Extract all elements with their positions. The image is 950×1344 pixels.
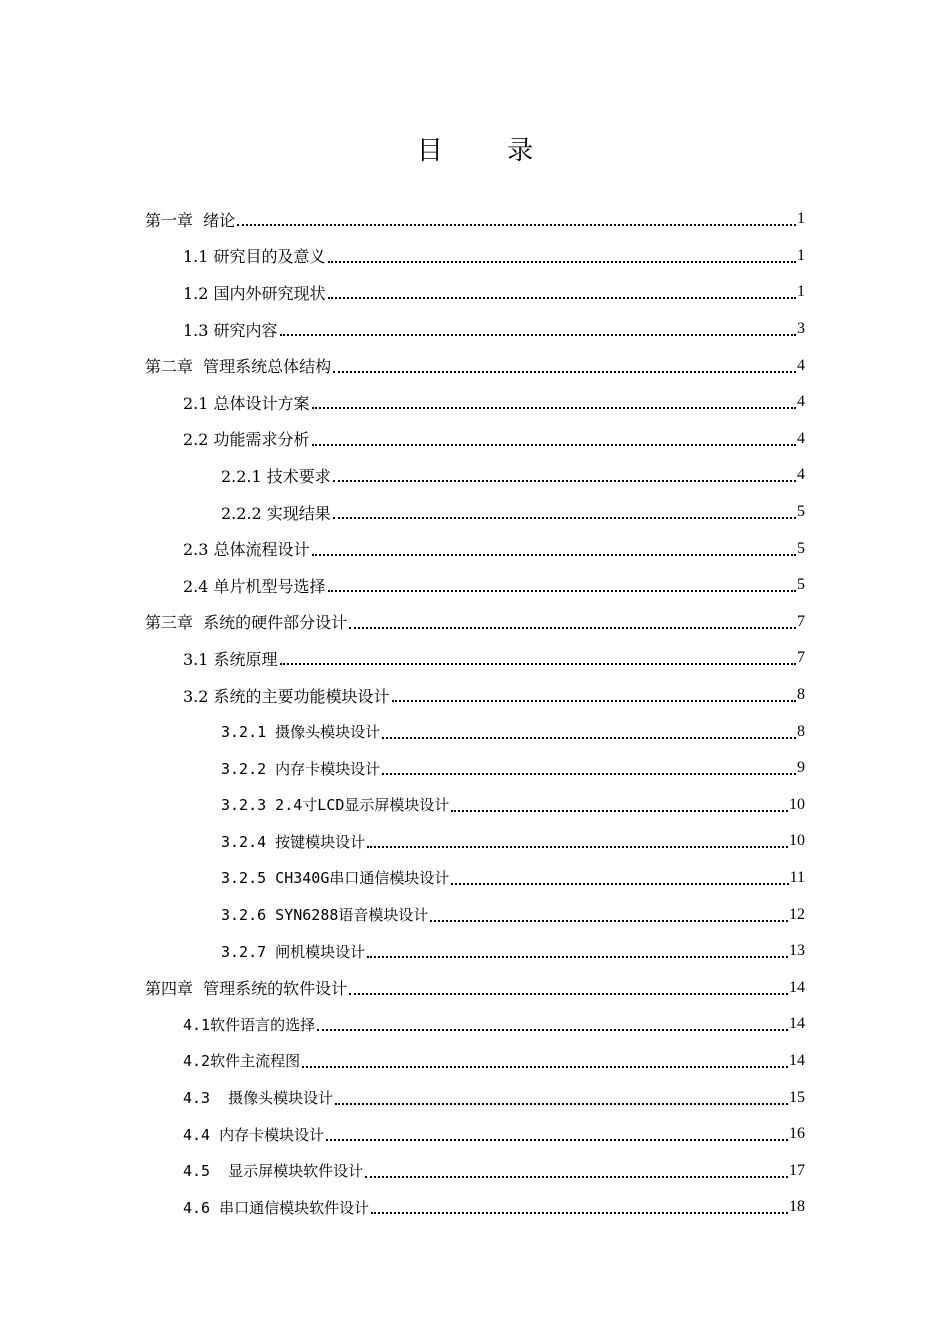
toc-entry[interactable] <box>0 311 950 348</box>
toc-entry[interactable] <box>0 421 950 458</box>
dot-leader <box>367 956 788 958</box>
dot-leader <box>367 846 788 848</box>
toc-entry[interactable] <box>0 787 950 824</box>
toc-entry-page-number: 5 <box>797 576 805 594</box>
toc-entry[interactable] <box>0 1189 950 1226</box>
toc-entry-label: 1.2 国内外研究现状 <box>183 283 326 303</box>
toc-entry-label: 4.3 摄像头模块设计 <box>183 1089 334 1108</box>
toc-entry-label: 4.2软件主流程图 <box>183 1052 301 1071</box>
dot-leader <box>333 517 796 519</box>
toc-entry-page-number: 12 <box>789 905 805 923</box>
dot-leader <box>317 1029 788 1031</box>
dot-leader <box>451 810 788 812</box>
toc-entry-page-number: 11 <box>789 868 805 886</box>
table-of-contents <box>0 201 950 1226</box>
toc-entry-page-number: 10 <box>789 795 805 813</box>
toc-entry-page-number: 1 <box>797 210 805 228</box>
toc-entry[interactable] <box>0 969 950 1006</box>
toc-entry-page-number: 17 <box>789 1161 805 1179</box>
toc-entry-page-number: 7 <box>797 649 805 667</box>
toc-entry-label: 1.3 研究内容 <box>183 320 278 340</box>
dot-leader <box>333 371 796 373</box>
toc-entry-page-number: 5 <box>797 503 805 521</box>
toc-entry-label: 3.2.5 CH340G串口通信模块设计 <box>221 869 450 888</box>
toc-entry-page-number: 8 <box>797 686 805 704</box>
toc-entry-label: 3.2.2 内存卡模块设计 <box>221 759 381 778</box>
toc-entry-page-number: 15 <box>789 1088 805 1106</box>
dot-leader <box>312 444 796 446</box>
toc-entry-label: 2.2 功能需求分析 <box>183 430 310 450</box>
toc-entry[interactable] <box>0 823 950 860</box>
toc-entry-label: 3.2.6 SYN6288语音模块设计 <box>221 906 429 925</box>
toc-entry[interactable] <box>0 1079 950 1116</box>
dot-leader <box>451 883 788 885</box>
toc-entry-label: 4.5 显示屏模块软件设计 <box>183 1162 364 1181</box>
toc-entry[interactable] <box>0 677 950 714</box>
toc-entry-label: 3.2.4 按键模块设计 <box>221 832 366 851</box>
dot-leader <box>349 627 796 629</box>
dot-leader <box>328 297 796 299</box>
toc-entry[interactable] <box>0 567 950 604</box>
toc-entry[interactable] <box>0 494 950 531</box>
dot-leader <box>333 480 796 482</box>
toc-entry-label: 2.3 总体流程设计 <box>183 540 310 560</box>
toc-entry-label: 4.1软件语言的选择 <box>183 1015 316 1034</box>
toc-entry[interactable] <box>0 238 950 275</box>
toc-entry-label: 第四章 管理系统的软件设计 <box>145 979 348 999</box>
toc-entry-page-number: 8 <box>797 722 805 740</box>
toc-entry-label: 3.2.7 闸机模块设计 <box>221 942 366 961</box>
dot-leader <box>392 700 796 702</box>
toc-entry[interactable] <box>0 640 950 677</box>
toc-entry[interactable] <box>0 1006 950 1043</box>
toc-entry-label: 1.1 研究目的及意义 <box>183 247 326 267</box>
toc-entry-label: 2.1 总体设计方案 <box>183 393 310 413</box>
toc-entry-label: 4.4 内存卡模块设计 <box>183 1125 325 1144</box>
dot-leader <box>430 920 788 922</box>
toc-entry-page-number: 7 <box>797 612 805 630</box>
dot-leader <box>371 1212 788 1214</box>
toc-entry-page-number: 9 <box>797 759 805 777</box>
dot-leader <box>328 261 796 263</box>
toc-entry[interactable] <box>0 750 950 787</box>
toc-entry[interactable] <box>0 457 950 494</box>
toc-entry[interactable] <box>0 604 950 641</box>
toc-entry-label: 4.6 串口通信模块软件设计 <box>183 1198 370 1217</box>
toc-entry-label: 第一章 绪论 <box>145 210 236 230</box>
dot-leader <box>237 224 796 226</box>
toc-entry-page-number: 14 <box>789 1015 805 1033</box>
dot-leader <box>280 663 796 665</box>
toc-entry-label: 2.2.2 实现结果 <box>221 503 331 523</box>
page-title: 目 录 <box>416 136 562 166</box>
toc-entry[interactable] <box>0 713 950 750</box>
toc-entry[interactable] <box>0 1116 950 1153</box>
toc-entry[interactable] <box>0 860 950 897</box>
toc-entry[interactable] <box>0 933 950 970</box>
toc-entry-label: 3.1 系统原理 <box>183 649 278 669</box>
dot-leader <box>349 993 788 995</box>
dot-leader <box>328 590 796 592</box>
toc-entry-page-number: 3 <box>797 320 805 338</box>
toc-entry-page-number: 1 <box>797 283 805 301</box>
dot-leader <box>326 1139 788 1141</box>
toc-entry-label: 2.4 单片机型号选择 <box>183 576 326 596</box>
toc-entry-page-number: 14 <box>789 1051 805 1069</box>
dot-leader <box>312 554 796 556</box>
toc-entry[interactable] <box>0 1152 950 1189</box>
toc-entry-page-number: 18 <box>789 1198 805 1216</box>
toc-entry-page-number: 4 <box>797 393 805 411</box>
dot-leader <box>382 773 796 775</box>
toc-entry-label: 第三章 系统的硬件部分设计 <box>145 613 348 633</box>
dot-leader <box>312 407 796 409</box>
toc-entry-label: 3.2.1 摄像头模块设计 <box>221 723 381 742</box>
dot-leader <box>302 1066 788 1068</box>
toc-entry[interactable] <box>0 201 950 238</box>
dot-leader <box>382 737 796 739</box>
toc-entry-page-number: 4 <box>797 429 805 447</box>
toc-entry[interactable] <box>0 1043 950 1080</box>
toc-entry[interactable] <box>0 530 950 567</box>
toc-entry-page-number: 13 <box>789 942 805 960</box>
dot-leader <box>335 1103 788 1105</box>
toc-entry-page-number: 14 <box>789 978 805 996</box>
toc-entry-page-number: 5 <box>797 539 805 557</box>
toc-entry[interactable] <box>0 896 950 933</box>
toc-entry[interactable] <box>0 274 950 311</box>
dot-leader <box>365 1176 788 1178</box>
toc-entry-label: 2.2.1 技术要求 <box>221 466 331 486</box>
toc-entry-page-number: 16 <box>789 1125 805 1143</box>
toc-entry-label: 第二章 管理系统总体结构 <box>145 357 332 377</box>
dot-leader <box>280 334 796 336</box>
toc-entry-page-number: 1 <box>797 246 805 264</box>
toc-entry-label: 3.2 系统的主要功能模块设计 <box>183 686 390 706</box>
toc-entry[interactable] <box>0 347 950 384</box>
toc-entry-page-number: 4 <box>797 356 805 374</box>
toc-entry-page-number: 10 <box>789 832 805 850</box>
toc-entry[interactable] <box>0 384 950 421</box>
toc-entry-label: 3.2.3 2.4寸LCD显示屏模块设计 <box>221 796 450 815</box>
toc-entry-page-number: 4 <box>797 466 805 484</box>
